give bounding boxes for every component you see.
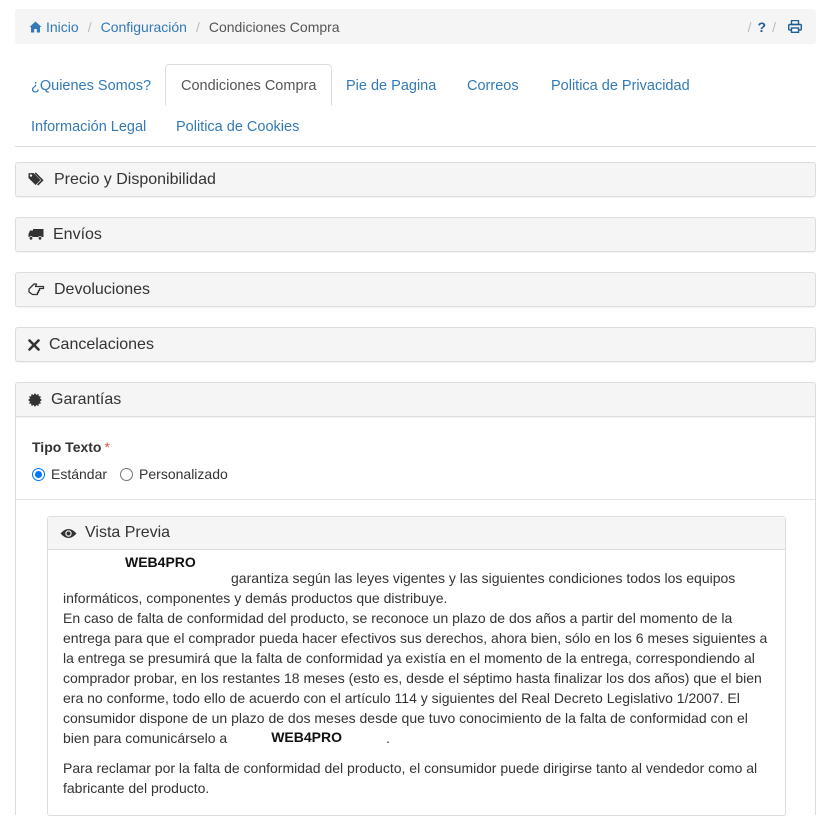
- breadcrumb-separator: /: [772, 18, 776, 35]
- breadcrumb: [15, 9, 816, 44]
- truck-icon: [28, 228, 44, 241]
- radio-personalizado-label[interactable]: Personalizado: [139, 466, 228, 482]
- tab-informacion-legal[interactable]: Información Legal: [31, 119, 147, 135]
- panel-cancelaciones[interactable]: [15, 327, 816, 362]
- panel-title: Garantías: [51, 390, 122, 408]
- tab-pie-de-pagina[interactable]: Pie de Pagina: [346, 78, 437, 94]
- breadcrumb-home-link[interactable]: [29, 19, 79, 35]
- vista-previa-header: [48, 517, 785, 550]
- tab-quienes-somos[interactable]: ¿Quienes Somos?: [31, 78, 152, 94]
- preview-text: En caso de falta de conformidad del producto, se reconoce un plazo de dos años a partir del momento de la entrega para que el comprador pueda hacer efectivos sus derechos, ahora bien, sólo en los 6 meses siguientes a la entrega se presumirá que la falta de conformidad ya existía en el momento de la entrega, correspondiendo al comprador probar, en los restantes 18 meses (esto es, desde el séptimo hasta finalizar los dos años) que el bien era no conforme, todo ello de acuerdo con el artículo 114 y siguientes del Real Decreto Legislativo 1/2007. El consumidor dispone de un plazo de dos meses desde que tuvo conocimiento de la falta de conformidad con el bien para comunicárselo a: [63, 610, 768, 746]
- tab-bar: [15, 64, 816, 147]
- required-mark: *: [104, 439, 110, 455]
- preview-paragraph: Para reclamar por la falta de conformidad del producto, el consumidor puede dirigirse tanto al vendedor como al fabricante del producto.: [63, 760, 758, 796]
- breadcrumb-separator: /: [87, 18, 92, 35]
- breadcrumb-separator: /: [747, 18, 752, 35]
- company-logo: WEB4PRO: [271, 729, 343, 745]
- tags-icon: [28, 172, 45, 187]
- panel-precio-disponibilidad[interactable]: [15, 162, 816, 197]
- garantias-panel-body: [15, 415, 816, 815]
- certificate-icon: [28, 393, 42, 407]
- home-icon: [29, 21, 42, 33]
- panel-garantias[interactable]: [15, 382, 816, 417]
- breadcrumb-separator: /: [195, 18, 200, 35]
- panel-title: Cancelaciones: [49, 335, 154, 353]
- panel-title: Devoluciones: [54, 280, 151, 298]
- preview-paragraph: [63, 568, 778, 748]
- vista-previa-title: Vista Previa: [85, 524, 171, 541]
- radio-personalizado[interactable]: [120, 468, 133, 481]
- breadcrumb-config-link[interactable]: Configuración: [100, 18, 187, 35]
- divider: [16, 499, 815, 500]
- company-logo: WEB4PRO: [125, 554, 196, 570]
- radio-estandar-label[interactable]: Estándar: [51, 466, 108, 482]
- help-button[interactable]: ?: [757, 18, 767, 35]
- breadcrumb-actions: [748, 19, 802, 35]
- preview-text: .: [386, 730, 390, 746]
- vista-previa-content: [63, 554, 778, 798]
- print-icon[interactable]: [788, 20, 802, 33]
- close-icon: [28, 339, 40, 351]
- tab-condiciones-compra[interactable]: Condiciones Compra: [165, 64, 332, 106]
- tipo-texto-options: [32, 466, 228, 482]
- vista-previa-panel: [47, 516, 786, 816]
- tab-politica-privacidad[interactable]: Politica de Privacidad: [551, 78, 690, 94]
- breadcrumb-current: Condiciones Compra: [208, 18, 340, 35]
- panel-envios[interactable]: [15, 217, 816, 252]
- preview-text: garantiza según las leyes vigentes y las siguientes condiciones todos los equipos informáticos, componentes y demás productos que distribuye.: [63, 570, 736, 606]
- panel-title: Envíos: [53, 225, 102, 243]
- eye-icon: [60, 528, 77, 539]
- panel-title: Precio y Disponibilidad: [54, 170, 216, 188]
- tipo-texto-label: [32, 439, 110, 455]
- breadcrumb-home-label: Inicio: [46, 18, 79, 35]
- tab-correos[interactable]: Correos: [467, 78, 519, 94]
- tipo-texto-text: Tipo Texto: [32, 439, 102, 455]
- tab-politica-cookies[interactable]: Politica de Cookies: [176, 119, 300, 135]
- hand-left-icon: [28, 282, 45, 297]
- radio-estandar[interactable]: [32, 468, 45, 481]
- panel-devoluciones[interactable]: [15, 272, 816, 307]
